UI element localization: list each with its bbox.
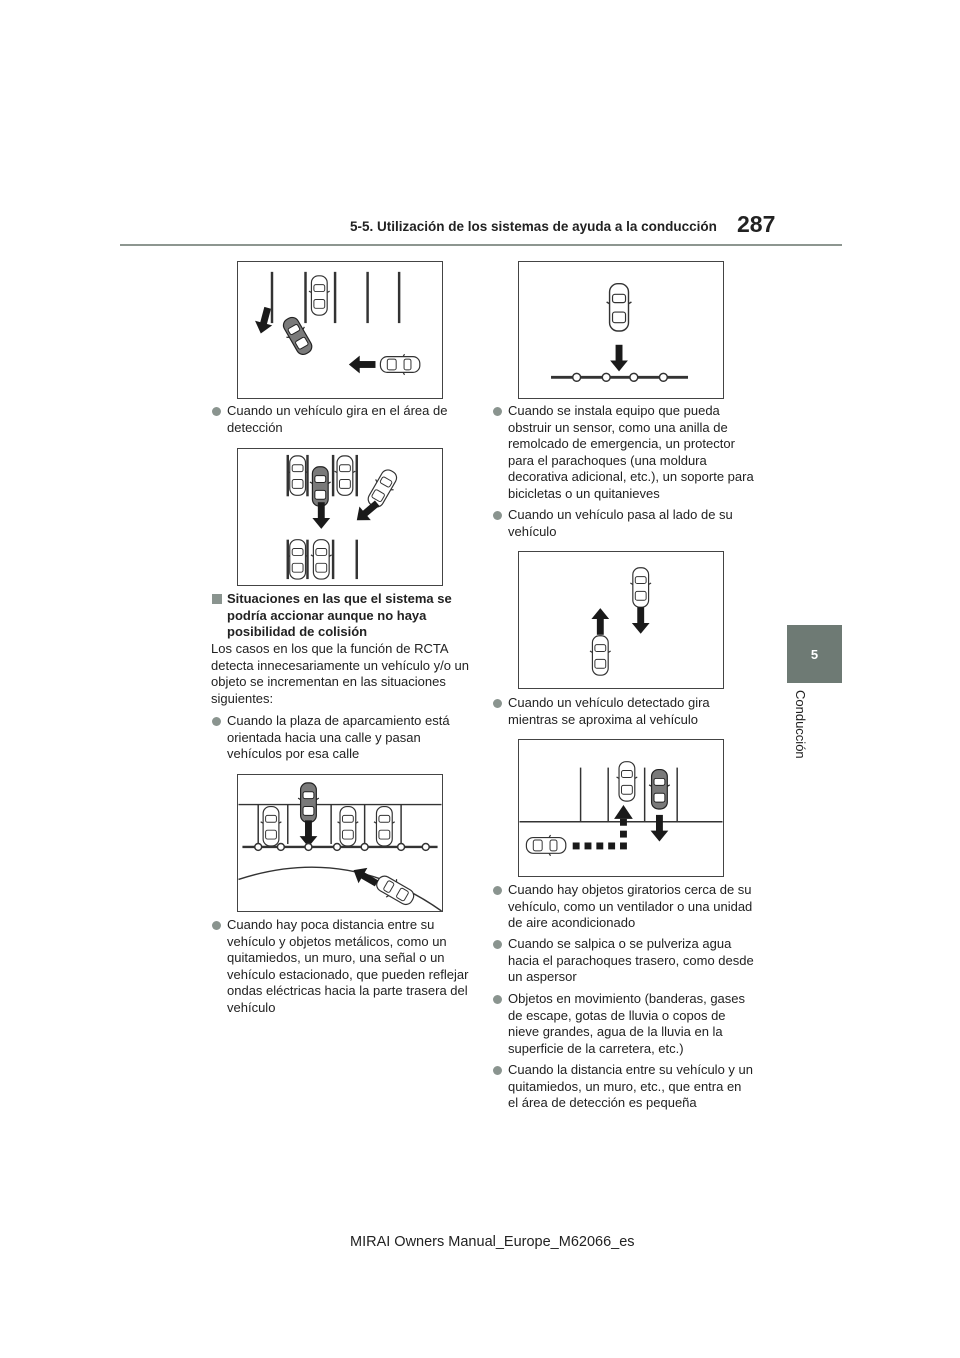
- bullet-water-spray: Cuando se salpica o se pulveriza agua hacia el parachoques trasero, como desde un aspersor: [492, 936, 754, 986]
- illustration-parking-street: [237, 774, 443, 912]
- bullet-metal-objects: Cuando hay poca distancia entre su vehículo y objetos metálicos, como un quitamiedos, un muro, una señal o un vehículo estacionado, que pueden reflejar ondas eléctricas hacia la parte trasera del vehículo: [211, 917, 473, 1016]
- bullet-vehicle-passing: Cuando un vehículo pasa al lado de su vehículo: [492, 507, 754, 540]
- bullet-detected-vehicle-turning: Cuando un vehículo detectado gira mientras se aproxima al vehículo: [492, 695, 754, 728]
- bullet-vehicle-turning: Cuando un vehículo gira en el área de detección: [211, 403, 471, 436]
- bullet-close-distance: Cuando la distancia entre su vehículo y un quitamiedos, un muro, etc., que entra en el área de detección es pequeña: [492, 1062, 754, 1112]
- header-divider: [120, 244, 842, 246]
- bullet-parking-facing-street: Cuando la plaza de aparcamiento está orientada hacia una calle y pasan vehículos por esa calle: [211, 713, 473, 763]
- illustration-vehicles-approaching: [237, 448, 443, 586]
- illustration-equipment-installed: [518, 261, 724, 399]
- illustration-detected-turning: [518, 739, 724, 877]
- illustration-turning-vehicle: [237, 261, 443, 399]
- illustration-vehicle-passing: [518, 551, 724, 689]
- chapter-tab[interactable]: [787, 625, 842, 683]
- intro-paragraph: Los casos en los que la función de RCTA detecta innecesariamente un vehículo y/o un objeto se incrementan en las situaciones siguientes:: [211, 641, 470, 706]
- bullet-moving-objects: Objetos en movimiento (banderas, gases de escape, gotas de lluvia o copos de nieve grandes, agua de la lluvia en la superficie de la carretera, etc.): [492, 991, 754, 1057]
- chapter-label: Conducción: [793, 690, 808, 759]
- page-number: 287: [737, 211, 776, 237]
- manual-footer: MIRAI Owners Manual_Europe_M62066_es: [350, 1234, 635, 1250]
- section-heading: Situaciones en las que el sistema se podría accionar aunque no haya posibilidad de colisión: [211, 591, 473, 641]
- bullet-equipment: Cuando se instala equipo que pueda obstruir un sensor, como una anilla de remolcado de emergencia, un protector para el parachoques (una moldura decorativa adicional, etc.), un soporte para bicicletas o un quitanieves: [492, 403, 754, 502]
- chapter-number: 5: [810, 646, 819, 662]
- bullet-rotating-objects: Cuando hay objetos giratorios cerca de su vehículo, como un ventilador o una unidad de aire acondicionado: [492, 882, 754, 932]
- section-title: 5-5. Utilización de los sistemas de ayuda a la conducción: [350, 219, 717, 234]
